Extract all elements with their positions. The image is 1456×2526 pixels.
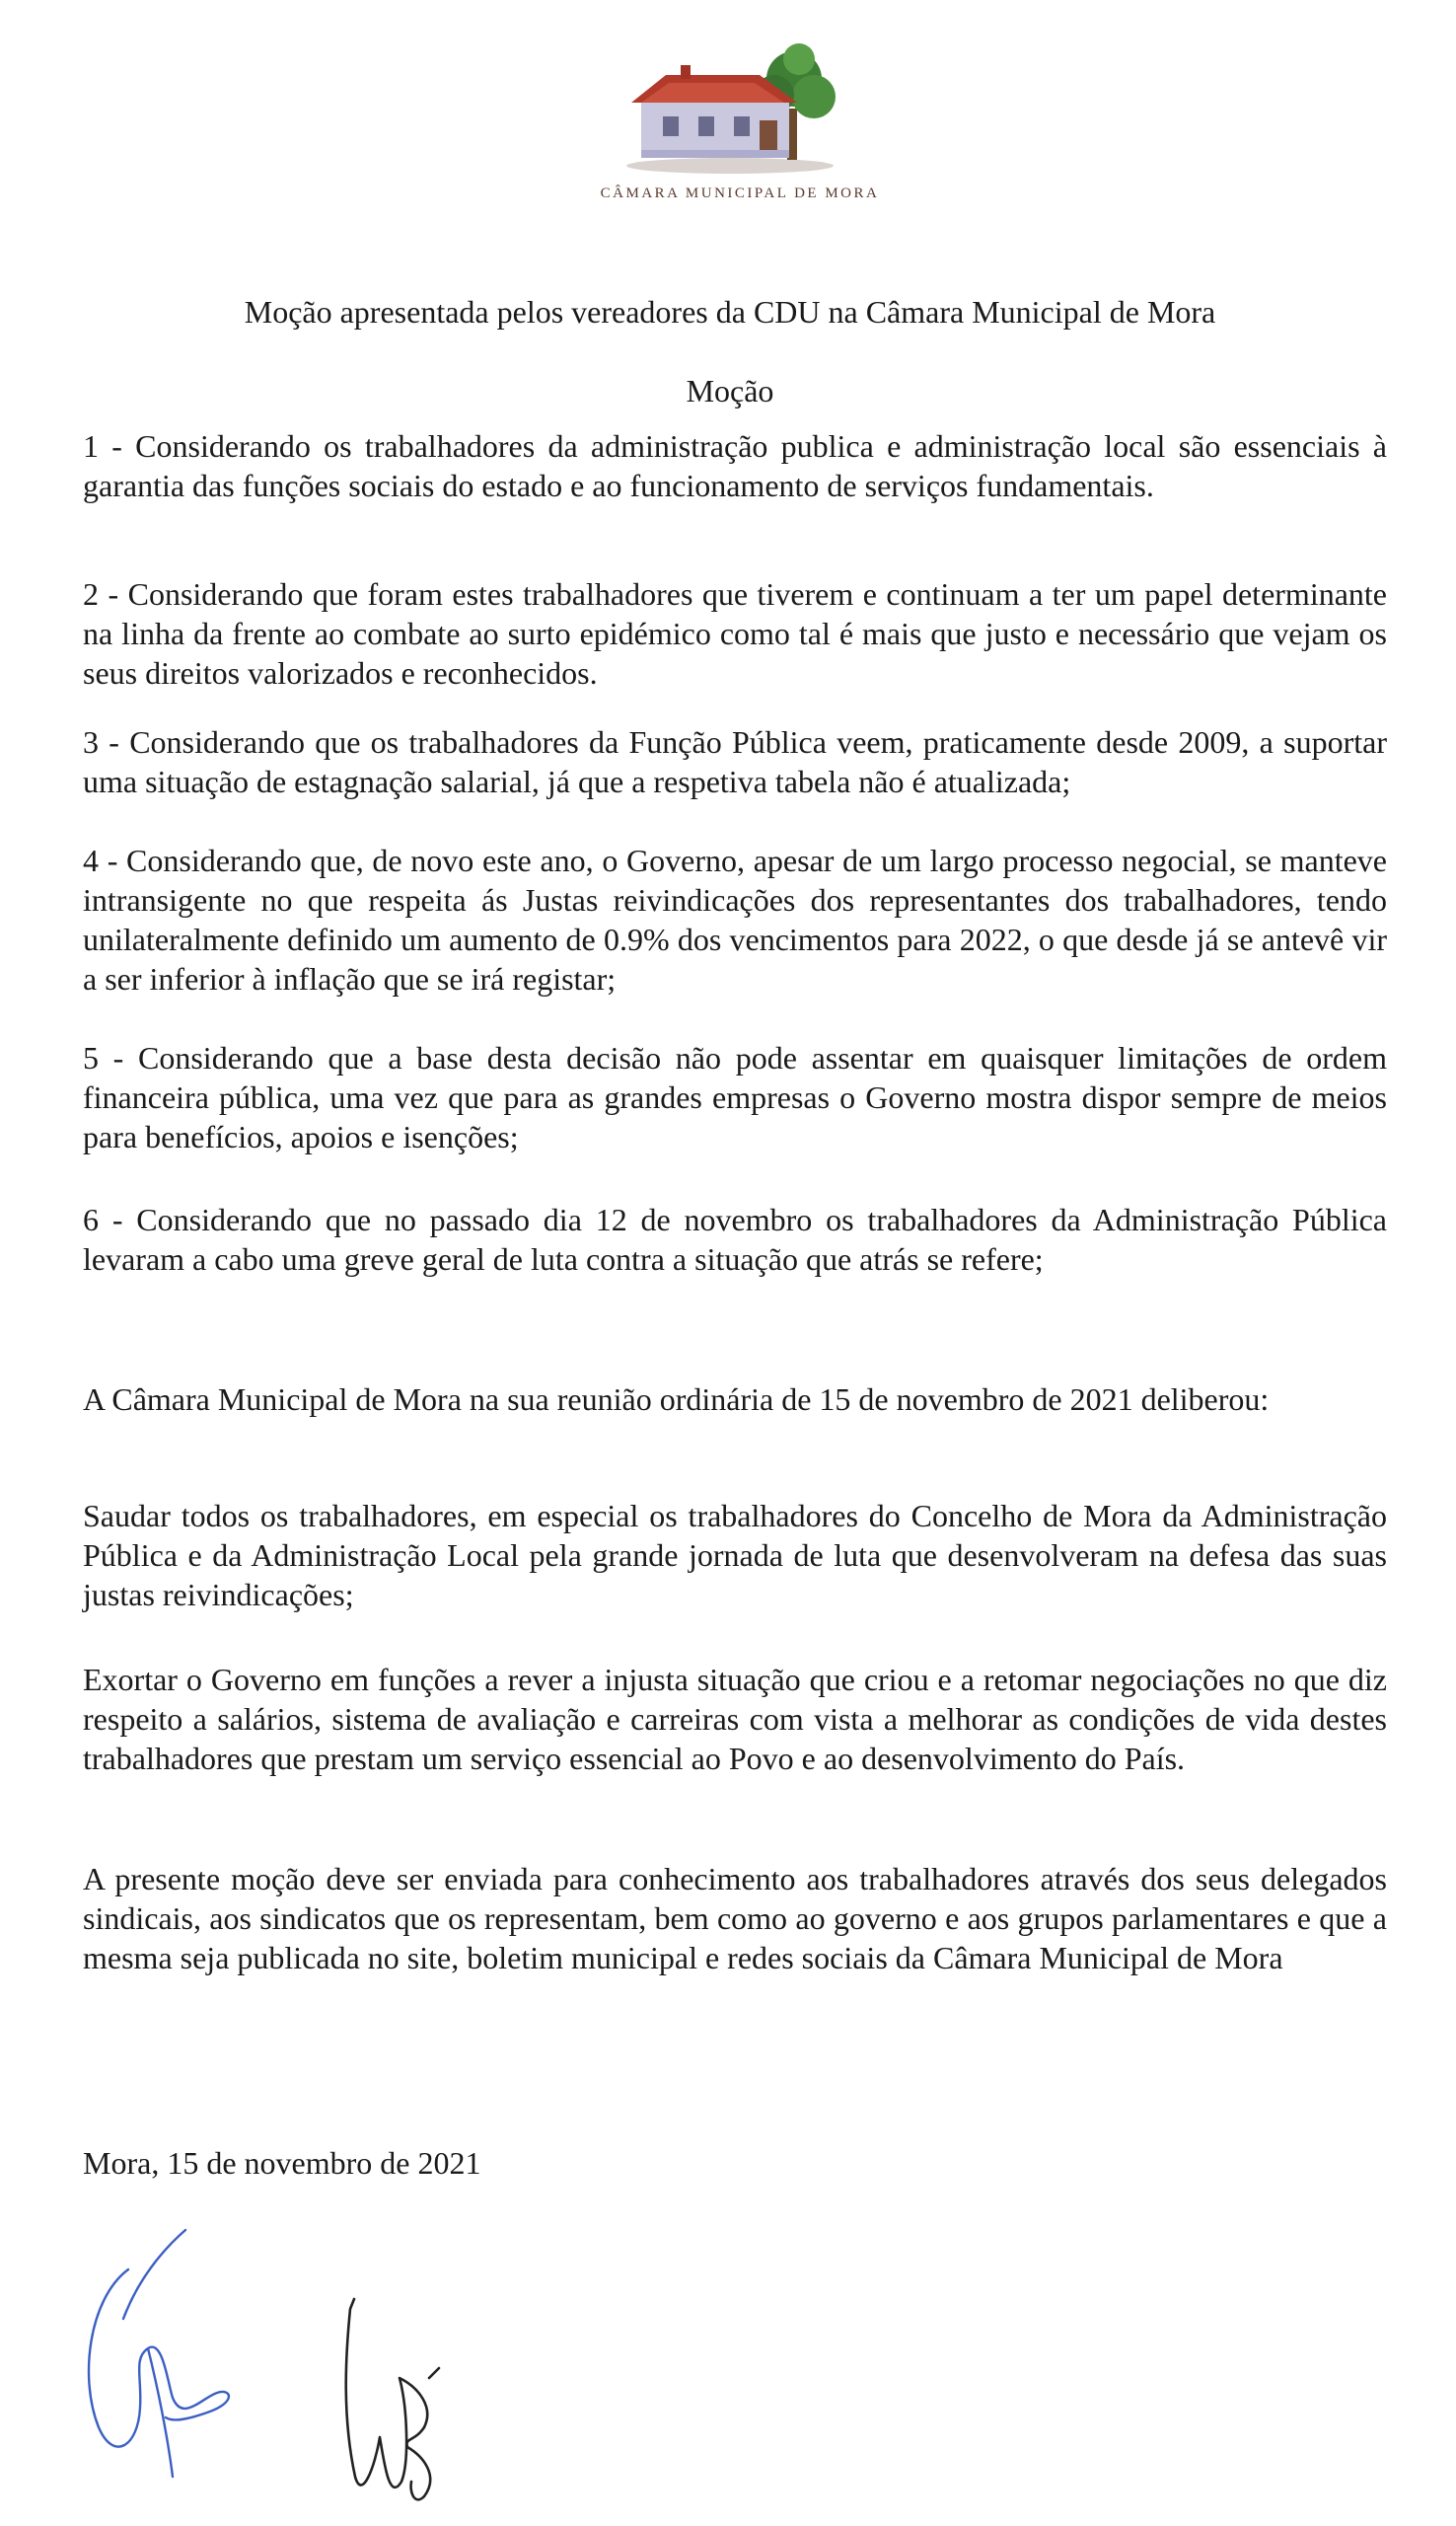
consideration-4: 4 - Considerando que, de novo este ano, o Governo, apesar de um largo processo negocial, se manteve intransigente no que respeita ás Justas reivindicações dos representantes dos trabalhadores, tendo unilateralmente definido um aumento de 0.9% dos vencimentos para 2022, o que desde já se antevê vir a ser inferior à inflação que se irá registar; [83, 843, 1387, 997]
consideration-5: 5 - Considerando que a base desta decisão não pode assentar em quaisquer limitações de ordem financeira pública, uma vez que para as grandes empresas o Governo mostra dispor sempre de meios para benefícios, apoios e isenções; [83, 1040, 1387, 1154]
resolution-3: A presente moção deve ser enviada para conhecimento aos trabalhadores através dos seus delegados sindicais, aos sindicatos que os representam, bem como ao governo e aos grupos parlamentares e que a mesma seja publicada no site, boletim municipal e redes sociais da Câmara Municipal de Mora [83, 1861, 1387, 1975]
municipal-logo-caption: CÂMARA MUNICIPAL DE MORA [600, 186, 880, 201]
consideration-2: 2 - Considerando que foram estes trabalhadores que tiverem e continuam a ter um papel determinante na linha da frente ao combate ao surto epidémico como tal é mais que justo e necessário que vejam os seus direitos valorizados e reconhecidos. [83, 576, 1387, 691]
signature-blue [69, 2210, 266, 2506]
municipal-logo [621, 39, 848, 178]
resolution-intro: A Câmara Municipal de Mora na sua reunião ordinária de 15 de novembro de 2021 deliberou: [83, 1381, 1270, 1417]
resolution-1: Saudar todos os trabalhadores, em especial os trabalhadores do Concelho de Mora da Administração Pública e da Administração Local pela grande jornada de luta que desenvolveram na defesa das suas justas reivindicações; [83, 1498, 1387, 1612]
consideration-1: 1 - Considerando os trabalhadores da administração publica e administração local são essenciais à garantia das funções sociais do estado e ao funcionamento de serviços fundamentais. [83, 428, 1387, 503]
consideration-6: 6 - Considerando que no passado dia 12 de novembro os trabalhadores da Administração Pública levaram a cabo uma greve geral de luta contra a situação que atrás se refere; [83, 1202, 1387, 1277]
resolution-2: Exortar o Governo em funções a rever a injusta situação que criou e a retomar negociações no que diz respeito a salários, sistema de avaliação e carreiras com vista a melhorar as condições de vida destes trabalhadores que prestam um serviço essencial ao Povo e ao desenvolvimento do País. [83, 1662, 1387, 1776]
consideration-3: 3 - Considerando que os trabalhadores da Função Pública veem, praticamente desde 2009, a suportar uma situação de estagnação salarial, já que a respetiva tabela não é atualizada; [83, 724, 1387, 799]
date-line: Mora, 15 de novembro de 2021 [83, 2145, 481, 2181]
document-heading: Moção [686, 373, 774, 409]
signature-black [330, 2269, 469, 2516]
document-title: Moção apresentada pelos vereadores da CDU na Câmara Municipal de Mora [244, 294, 1216, 330]
